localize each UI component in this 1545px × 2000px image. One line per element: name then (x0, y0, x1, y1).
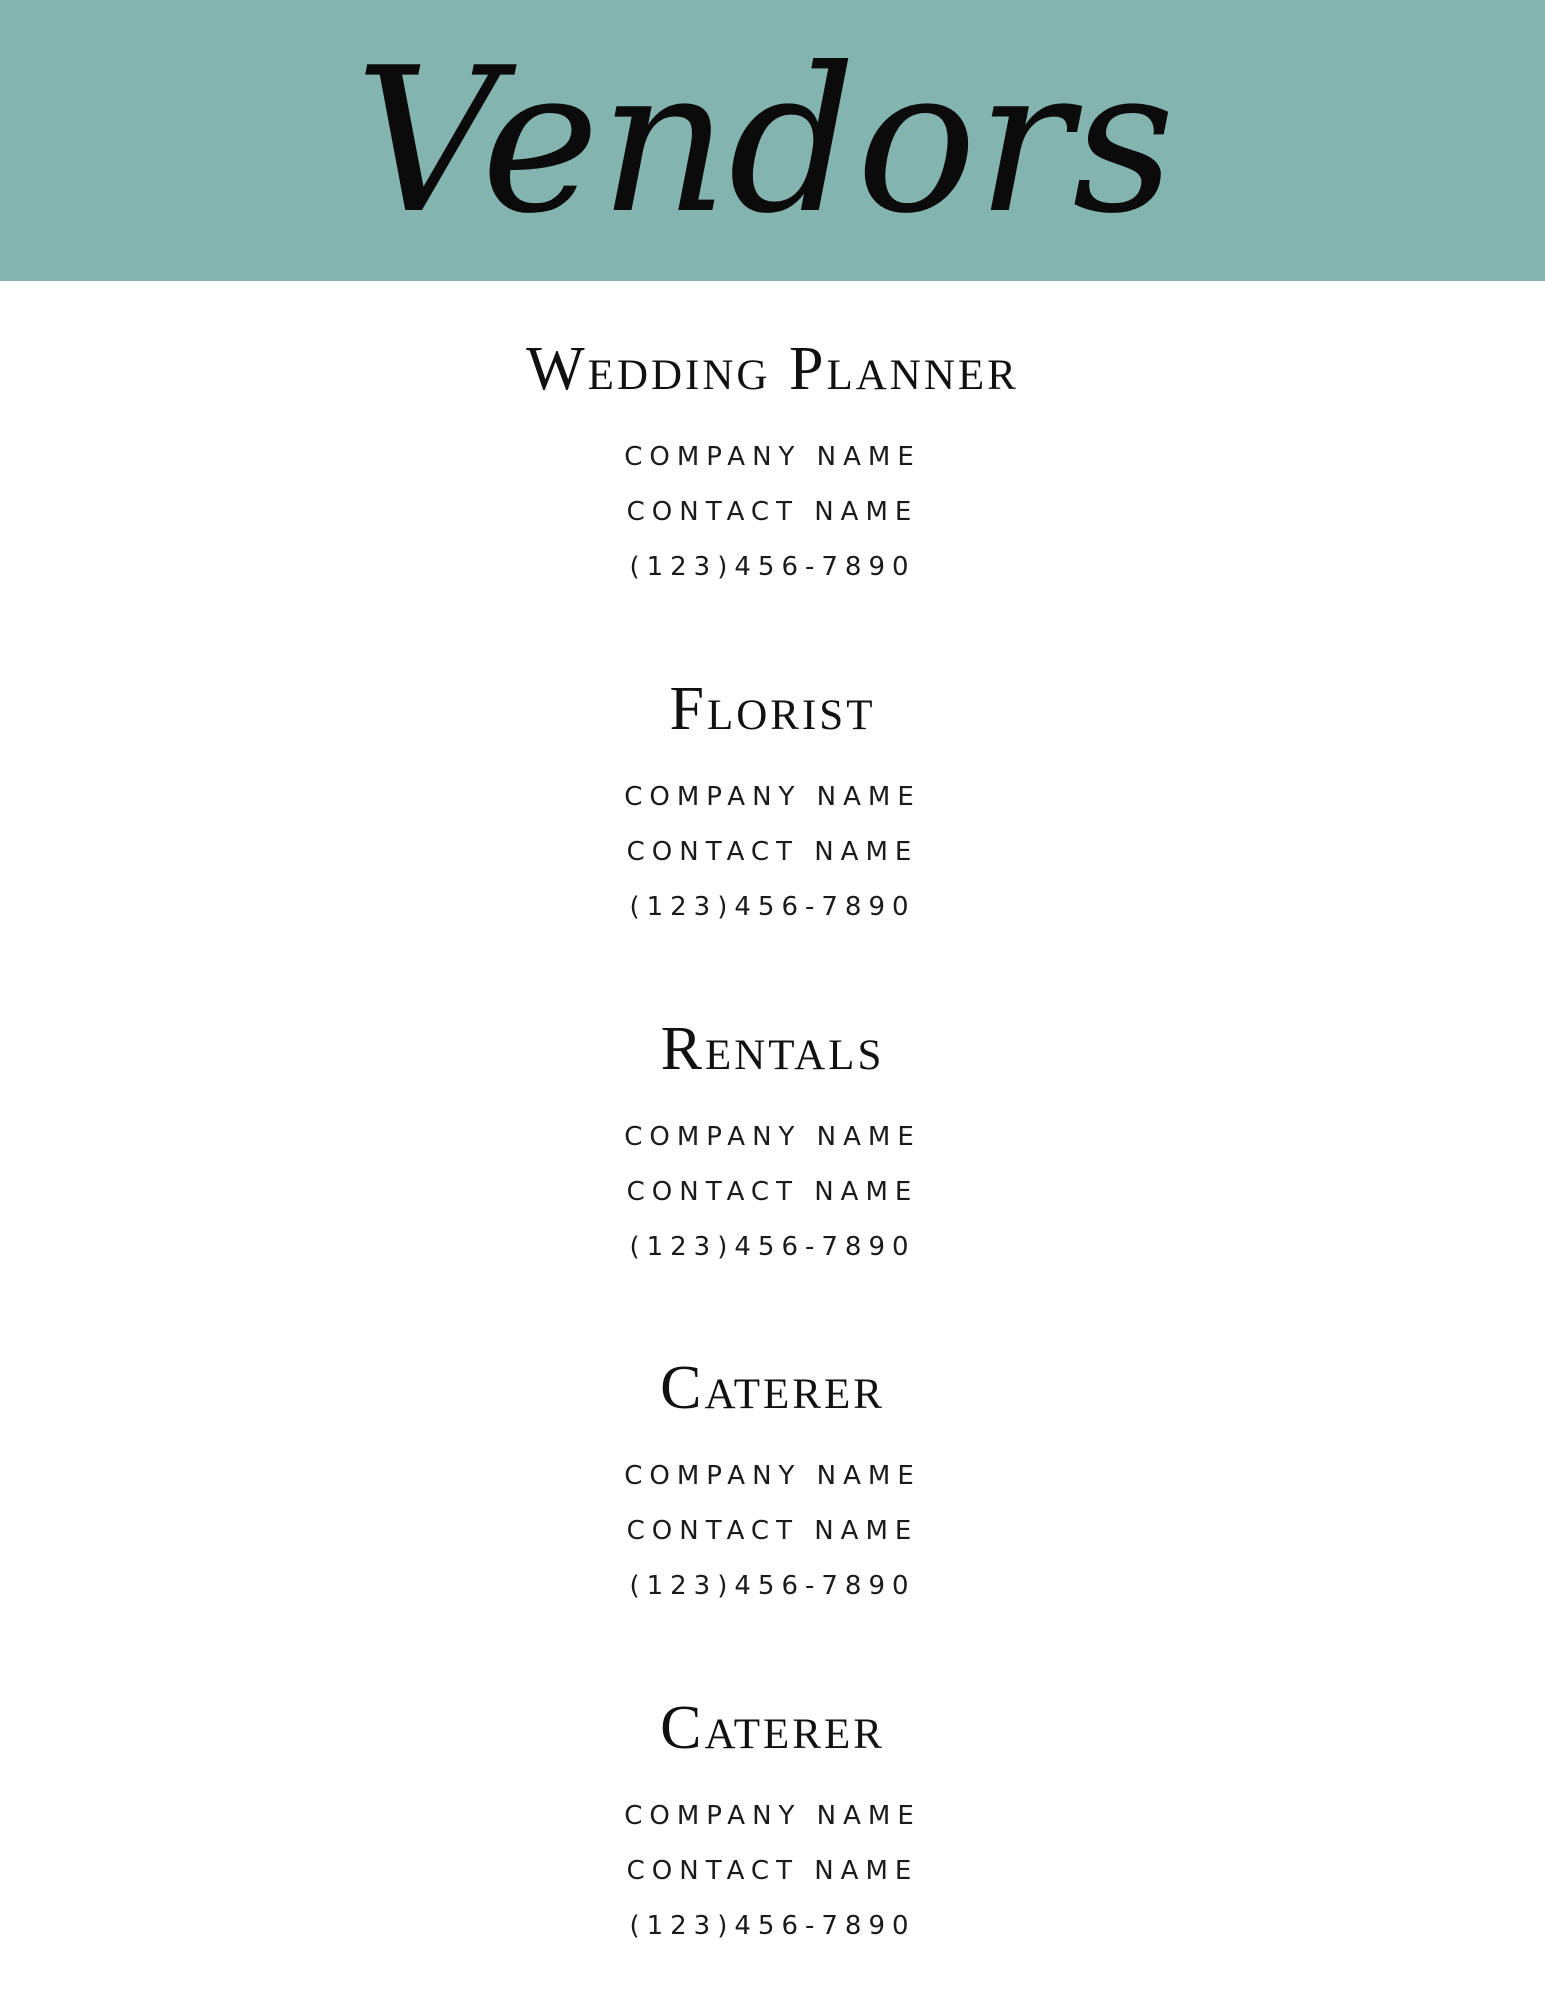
contact-name: CONTACT NAME (626, 837, 919, 867)
section-title: Caterer (660, 1694, 885, 1762)
phone-number: (123)456-7890 (629, 1911, 916, 1941)
company-name: COMPANY NAME (624, 782, 921, 812)
vendor-details (0, 1449, 1545, 1614)
section-title: Caterer (660, 1354, 885, 1422)
contact-name: CONTACT NAME (626, 1177, 919, 1207)
vendor-section-caterer-2 (0, 1694, 1545, 1954)
company-name: COMPANY NAME (624, 1122, 921, 1152)
phone-number: (123)456-7890 (629, 892, 916, 922)
contact-name: CONTACT NAME (626, 497, 919, 527)
phone-number: (123)456-7890 (629, 552, 916, 582)
phone-number: (123)456-7890 (629, 1232, 916, 1262)
company-name: COMPANY NAME (624, 442, 921, 472)
contact-name: CONTACT NAME (626, 1516, 919, 1546)
contact-name: CONTACT NAME (626, 1856, 919, 1886)
vendor-details (0, 430, 1545, 595)
section-title: Rentals (660, 1015, 885, 1083)
phone-number: (123)456-7890 (629, 1571, 916, 1601)
page-title-text: Vendors (355, 25, 1175, 258)
vendor-section-rentals (0, 1015, 1545, 1275)
vendor-details (0, 1110, 1545, 1275)
vendor-section-florist (0, 675, 1545, 935)
page-title (0, 0, 1545, 281)
section-title: Wedding Planner (526, 335, 1019, 403)
vendor-section-wedding-planner (0, 335, 1545, 595)
section-title: Florist (669, 675, 876, 743)
company-name: COMPANY NAME (624, 1461, 921, 1491)
vendor-details (0, 770, 1545, 935)
company-name: COMPANY NAME (624, 1801, 921, 1831)
vendor-details (0, 1789, 1545, 1954)
vendor-section-caterer (0, 1354, 1545, 1614)
